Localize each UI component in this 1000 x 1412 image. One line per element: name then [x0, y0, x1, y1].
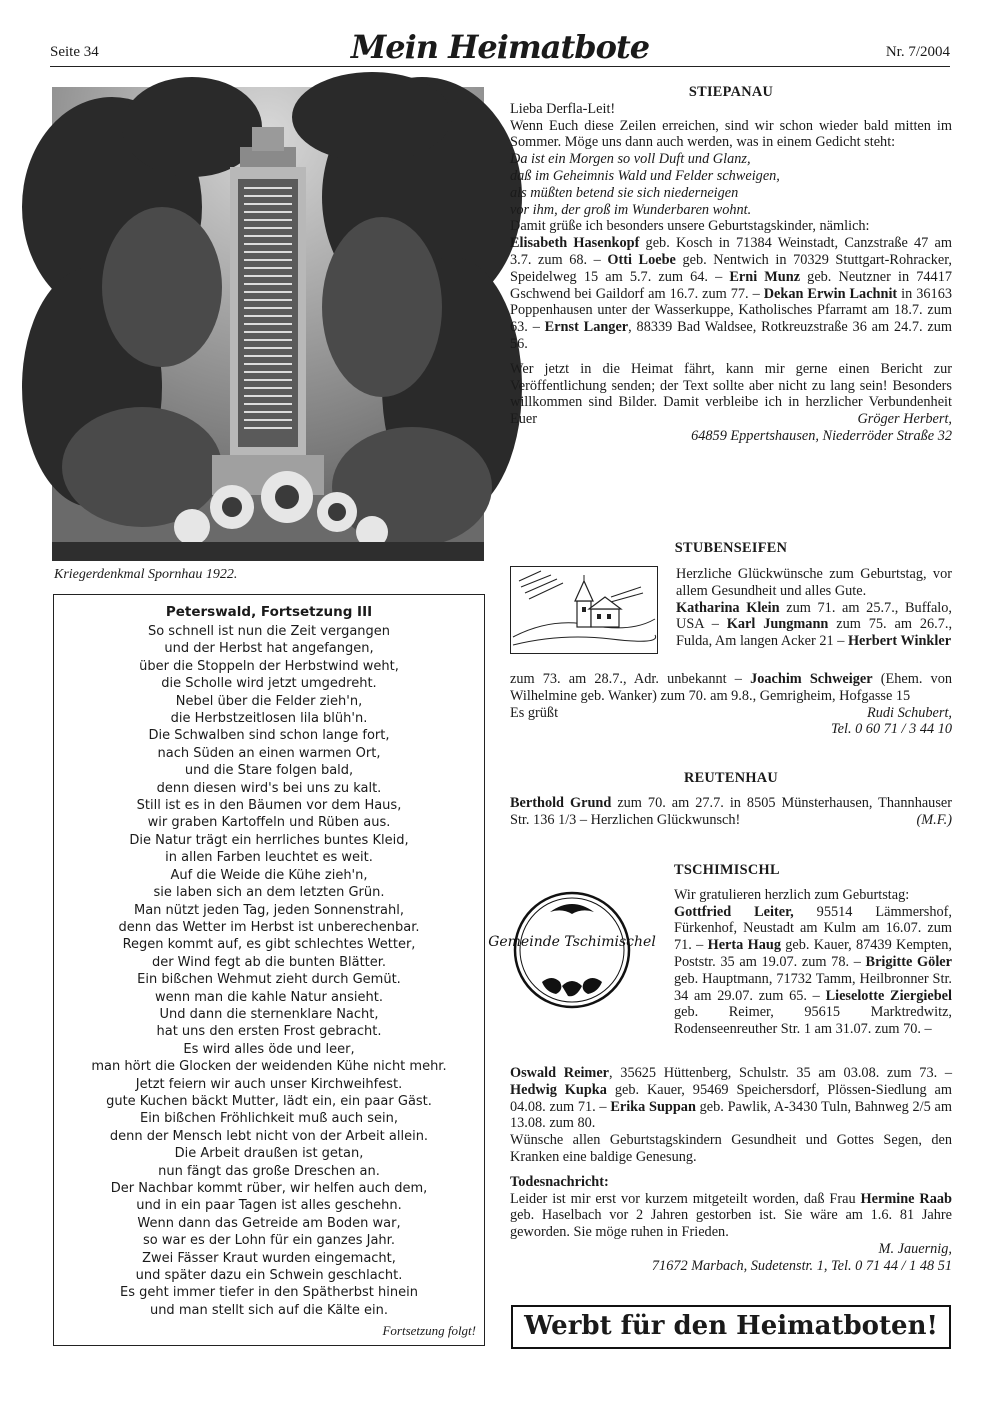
poem-line: und in ein paar Tagen ist alles geschehn.: [136, 1198, 402, 1214]
closing-text: [510, 361, 952, 428]
section-heading: TSCHIMISCHL: [674, 862, 780, 878]
birthday-detail: geb. Kosch in 71384 Weinstadt, Canzstraße 47 am 3.7. zum 68. –: [510, 235, 952, 268]
person-name: Katharina Klein: [676, 599, 780, 616]
poem-line: und die Stare folgen bald,: [184, 763, 354, 779]
photo-caption: Kriegerdenkmal Spornhau 1922.: [54, 567, 238, 582]
poem-title: Peterswald, Fortsetzung III: [165, 604, 373, 620]
poem-line: So schnell ist nun die Zeit vergangen: [147, 624, 391, 639]
section-heading: REUTENHAU: [683, 770, 779, 786]
birthday-list: [510, 235, 952, 353]
person-name: Hedwig Kupka: [510, 1081, 607, 1098]
person-name: Erika Suppan: [610, 1098, 696, 1115]
birthday-detail: , 88339 Bad Waldsee, Rotkreuzstraße 36 am 24.7. zum 56.: [510, 319, 952, 352]
person-name: Dekan Erwin Lachnit: [763, 285, 898, 302]
poem-body: [54, 623, 484, 1319]
person-name: Karl Jungmann: [726, 616, 829, 633]
poem-line: und später dazu ein Schwein geschlacht.: [135, 1268, 403, 1284]
section-heading: STIEPANAU: [688, 84, 774, 100]
poem-line: die Herbstzeitlosen lila blüh'n.: [170, 711, 368, 727]
header-rule: [50, 66, 950, 67]
birthday-detail: geb. Reimer, 95615 Marktredwitz, Rodenseenreuther Str. 1 am 31.07. zum 70. –: [674, 1004, 952, 1038]
birthday-list-continued: [510, 671, 952, 705]
section-stubenseifen: [510, 540, 952, 557]
poem-line: gute Kuchen bäckt Mutter, lädt ein, ein paar Gäst.: [106, 1093, 432, 1109]
person-name: Elisabeth Hasenkopf: [510, 235, 640, 252]
poem-line: Ein bißchen Wehmut zieht durch Gemüt.: [137, 972, 401, 988]
promo-banner: Werbt für den Heimatboten!: [511, 1305, 951, 1349]
seal-lettering: Gemeinde Tschimischel: [488, 934, 656, 950]
birthday-detail: geb. Neutzner in 74417 Gschwend bei Gaildorf am 16.7. zum 77. –: [510, 268, 952, 302]
poem-line: denn der Mensch lebt nicht von der Arbeit allein.: [109, 1128, 429, 1144]
verse-line: Da ist ein Morgen so voll Duft und Glanz,: [510, 151, 751, 168]
tschimischel-community-seal: [488, 890, 656, 1010]
signature-name: M. Jauernig,: [878, 1240, 952, 1257]
person-name: Erni Munz: [729, 268, 801, 285]
poem-line: Still ist es in den Bäumen vor dem Haus,: [136, 798, 402, 814]
poem-line: Zwei Fässer Kraut wurden eingemacht,: [142, 1250, 396, 1266]
death-notice-body: geb. Haselbach vor 2 Jahren gestorben ist. Sie wäre am 1.6. 81 Jahre geworden. Sie möge ruhen in Frieden.: [510, 1207, 952, 1241]
birthday-detail: geb. Kauer, 95469 Speichersdorf, Plössen-Siedlung am 04.08. zum 71. –: [510, 1081, 953, 1115]
verse: [510, 151, 952, 218]
birthday-list: [674, 904, 952, 1038]
poem-line: so war es der Lohn für ein ganzes Jahr.: [143, 1233, 395, 1249]
poem-line: wenn man die kahle Natur ansieht.: [154, 989, 384, 1005]
death-notice-title: Todesnachricht:: [510, 1173, 609, 1190]
person-name: Oswald Reimer: [510, 1065, 610, 1081]
birthday-list-continued: [510, 1065, 952, 1132]
signature-name: Rudi Schubert,: [867, 704, 952, 721]
verse-line: vor ihm, der groß im Wunderbaren wohnt.: [510, 201, 752, 218]
signature-address: 71672 Marbach, Sudetenstr. 1, Tel. 0 71 44 / 1 48 51: [651, 1257, 952, 1274]
masthead-title: Mein Heimatbote: [350, 28, 650, 66]
intro-text: Wenn Euch diese Zeilen erreichen, sind wir schon wieder bald mitten im Sommer. Möge uns dann auch werden, was in einem Gedicht steht:: [510, 117, 952, 151]
section-reutenhau: [510, 770, 952, 828]
poem-line: Es wird alles öde und leer,: [183, 1041, 355, 1057]
greeting: Lieba Derfla-Leit!: [510, 100, 616, 117]
person-name: Lieselotte Ziergiebel: [825, 987, 952, 1004]
person-name: Joachim Schweiger: [750, 671, 873, 687]
poem-line: die Scholle wird jetzt umgedreht.: [161, 676, 377, 692]
author-initials: (M.F.): [916, 811, 952, 828]
closing-body: Wer jetzt in die Heimat fährt, kann mir gerne einen Bericht zur Veröffentlichung senden; der Text sollte aber nicht zu lang sein! Besonders willkommen sind Bilder. Damit verbleibe ich in herzlicher Verbundenheit Euer: [510, 360, 952, 428]
poem-line: Die Natur trägt ein herrliches buntes Kleid,: [129, 832, 409, 848]
birthday-detail: geb. Kauer, 87439 Kempten, Poststr. 35 am 19.07. zum 78. –: [674, 937, 952, 970]
signature-name: Gröger Herbert,: [857, 411, 952, 428]
birthday-intro: Damit grüße ich besonders unsere Geburtstagskinder, nämlich:: [510, 218, 870, 235]
poem-line: Die Schwalben sind schon lange fort,: [148, 728, 390, 744]
birthday-detail: zum 70. am 27.7. in 8505 Münsterhausen, Thannhauser Str. 136 1/3 – Herzlichen Glückwunsch!: [510, 794, 953, 828]
wishes-text: Wünsche allen Geburtstagskindern Gesundheit und Gottes Segen, den Kranken eine baldige Genesung.: [510, 1132, 952, 1165]
poem-line: wir graben Kartoffeln und Rüben aus.: [147, 815, 391, 831]
death-notice-text: [510, 1191, 952, 1241]
birthday-detail: (Ehem. von Wilhelmine geb. Wanker) zum 70. am 9.8., Gemrigheim, Hofgasse 15: [510, 671, 952, 704]
poem-line: man hört die Glocken der weidenden Kühe nicht mehr.: [91, 1059, 447, 1075]
poem-line: denn das Wetter im Herbst ist unberechenbar.: [118, 919, 420, 935]
poem-line: der Wind fegt ab die bunten Blätter.: [151, 954, 387, 970]
birthday-detail: geb. Hauptmann, 71732 Tamm, Heilbronner Str. 34 am 29.07. zum 65. –: [674, 970, 952, 1004]
person-name: Brigitte Göler: [865, 953, 952, 970]
stubenseifen-intro: Herzliche Glückwünsche zum Geburtstag, vor allem Gesundheit und alles Gute.: [676, 566, 952, 599]
birthday-list: [676, 600, 952, 650]
poem-line: Es geht immer tiefer in den Spätherbst hinein: [120, 1285, 418, 1301]
poem-line: in allen Farben leuchtet es weit.: [165, 850, 373, 866]
signature-phone: Tel. 0 60 71 / 3 44 10: [830, 721, 952, 738]
person-name: Herta Haug: [707, 937, 781, 954]
birthday-detail: geb. Pawlik, A-3430 Tuln, Bahnweg 2/5 am 13.08. zum 80.: [510, 1098, 952, 1132]
poem-line: denn diesen wird's bei uns zu kalt.: [156, 780, 382, 796]
poem-continuation-note: Fortsetzung folgt!: [382, 1323, 476, 1338]
stubenseifen-text-top: [676, 566, 952, 650]
poem-line: und der Herbst hat angefangen,: [164, 641, 374, 657]
person-name: Herbert Winkler: [847, 633, 952, 650]
birthday-detail: zum 75. am 26.7., Fulda, Am langen Acker 21 –: [676, 616, 953, 650]
poem-line: Man nützt jeden Tag, jeden Sonnenstrahl,: [133, 902, 404, 918]
poem-line: hat uns den ersten Frost gebracht.: [156, 1024, 382, 1040]
poem-line: Auf die Weide die Kühe zieh'n,: [170, 867, 368, 883]
person-name: Otti Loebe: [607, 251, 676, 268]
birthday-entry: [510, 795, 952, 829]
section-tschimischl: [674, 862, 952, 1038]
poem-line: Jetzt feiern wir auch unser Kirchweihfest.: [135, 1076, 403, 1092]
verse-line: daß im Geheimnis Wald und Felder schweigen,: [510, 167, 780, 184]
person-name: Ernst Langer: [544, 319, 629, 336]
birthday-detail: zum 71. am 25.7., Buffalo, USA –: [676, 599, 953, 633]
poem-line: Regen kommt auf, es gibt schlechtes Wetter,: [122, 937, 416, 953]
poem-line: Ein bißchen Fröhlichkeit muß auch sein,: [139, 1111, 398, 1127]
section-heading: STUBENSEIFEN: [674, 540, 788, 556]
person-name: Hermine Raab: [860, 1190, 952, 1207]
poem-line: Der Nachbar kommt rüber, wir helfen auch dem,: [110, 1181, 428, 1196]
poem-line: Wenn dann das Getreide am Boden war,: [137, 1215, 401, 1231]
poem-line: nach Süden an einen warmen Ort,: [157, 745, 381, 761]
page-number: Seite 34: [50, 44, 99, 60]
signature: [510, 705, 952, 722]
birthday-detail: geb. Nentwich in 70329 Stuttgart-Rohracker, Speidelweg 15 am 5.7. zum 64. –: [510, 251, 952, 285]
verse-line: als müßten betend sie sich niederneigen: [510, 184, 739, 201]
person-name: Gottfried Leiter,: [674, 903, 794, 920]
poem-line: Nebel über die Felder zieh'n,: [175, 693, 363, 709]
poem-line: Die Arbeit draußen ist getan,: [174, 1146, 364, 1162]
tschimischl-intro: Wir gratulieren herzlich zum Geburtstag:: [674, 886, 910, 903]
poem-box: [53, 594, 485, 1346]
section-stiepanau: [510, 84, 952, 445]
birthday-detail: zum 73. am 28.7., Adr. unbekannt –: [510, 671, 751, 687]
poem-line: sie laben sich an dem letzten Grün.: [153, 885, 385, 901]
death-notice-body: Leider ist mir erst vor kurzem mitgeteilt worden, daß Frau: [510, 1190, 861, 1207]
stubenseifen-text-bottom: [510, 671, 952, 738]
signature-address: 64859 Eppertshausen, Niederröder Straße 32: [691, 427, 952, 444]
village-church-illustration: [510, 566, 658, 654]
greeting: Es grüßt: [510, 704, 559, 721]
birthday-detail: , 35625 Hüttenberg, Schulstr. 35 am 03.08. zum 73. –: [609, 1065, 953, 1081]
person-name: Berthold Grund: [510, 794, 612, 811]
birthday-detail: 95514 Lämmershof, Fürkenhof, Neustadt am Kulm am 16.07. zum 71. –: [674, 903, 952, 954]
poem-line: und man stellt sich auf die Kälte ein.: [149, 1302, 389, 1318]
poem-line: Und dann die sternenklare Nacht,: [159, 1006, 379, 1022]
poem-line: über die Stoppeln der Herbstwind weht,: [139, 658, 399, 674]
tschimischl-text-bottom: [510, 1065, 952, 1275]
memorial-photo: [52, 87, 484, 561]
birthday-detail: in 36163 Poppenhausen unter der Wasserkuppe, Katholisches Pfarramt am 18.7. zum 63. –: [510, 285, 952, 336]
poem-line: nun fängt das große Dreschen an.: [158, 1163, 380, 1179]
death-notice-heading: [510, 1174, 952, 1191]
issue-number: Nr. 7/2004: [885, 44, 950, 60]
